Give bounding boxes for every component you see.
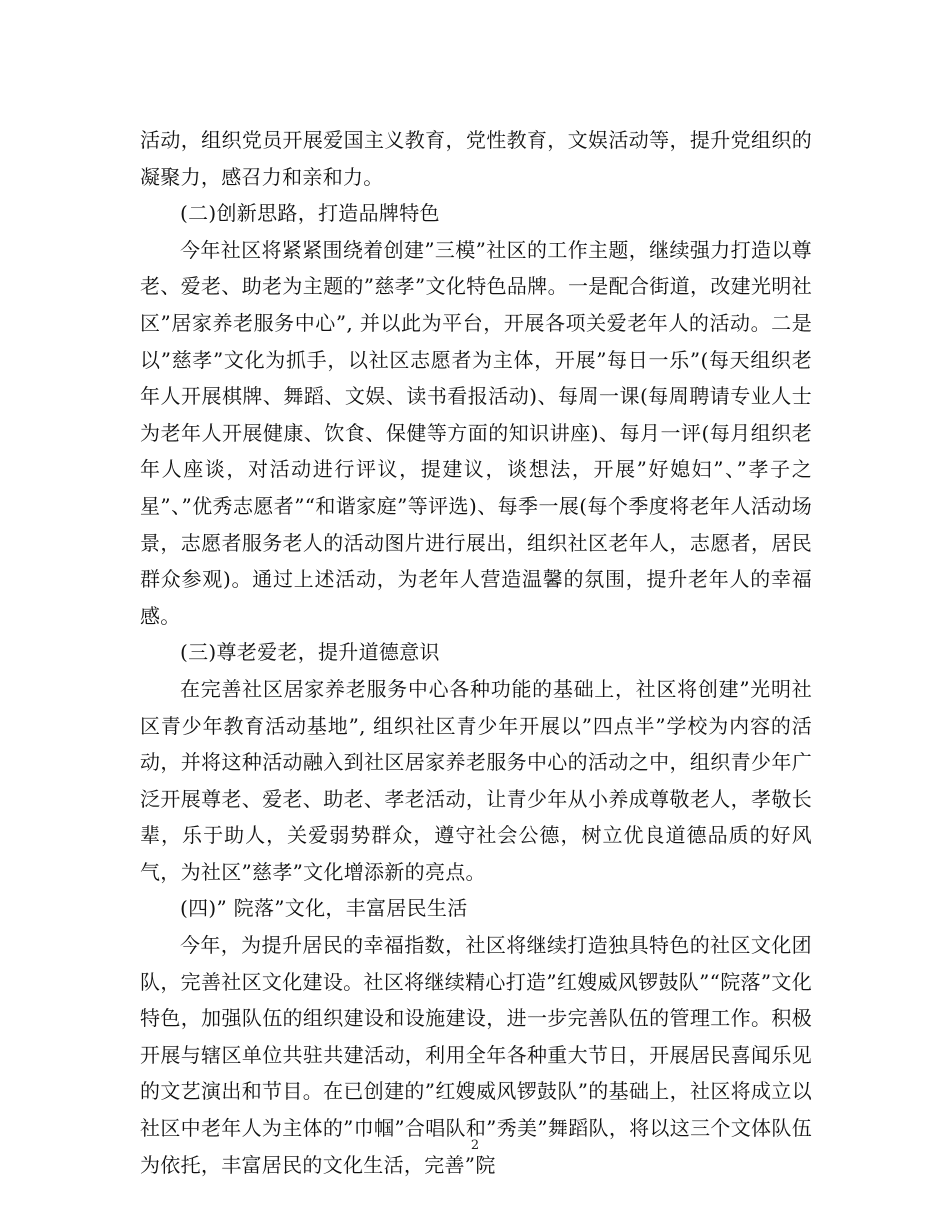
paragraph-cixiao-brand: 今年社区将紧紧围绕着创建”三模”社区的工作主题，继续强力打造以尊老、爱老、助老为主题的”慈孝”文化特色品牌。一是配合街道，改建光明社区”居家养老服务中心”, 并以此为平台，开展各项关爱老年人的活动。二是以”慈孝”文化为抓手，以社区志愿者为主体，开展”每日一乐”(每天组织老年人开展棋牌、舞蹈、文娱、读书看报活动)、每周一课(每周聘请专业人士为老年人开展健康、饮食、保健等方面的知识讲座)、每月一评(每月组织老年人座谈，对活动进行评议，提建议，谈想法，开展”好媳妇”、”孝子之星”、”优秀志愿者”“和谐家庭”等评选)、每季一展(每个季度将老年人活动场景，志愿者服务老人的活动图片进行展出，组织社区老年人，志愿者，居民群众参观)。通过上述活动，为老年人营造温馨的氛围，提升老年人的幸福感。	[140, 237, 812, 628]
document-body	[140, 122, 812, 1183]
paragraph-courtyard-culture: 今年，为提升居民的幸福指数，社区将继续打造独具特色的社区文化团队，完善社区文化建设。社区将继续精心打造”红嫂威风锣鼓队”“院落”文化特色，加强队伍的组织建设和设施建设，进一步完善队伍的管理工作。积极开展与辖区单位共驻共建活动，利用全年各种重大节日，开展居民喜闻乐见的文艺演出和节目。在已创建的”红嫂威风锣鼓队”的基础上，社区将成立以社区中老年人为主体的”巾帼”合唱队和”秀美”舞蹈队，将以这三个文体队伍为依托，丰富居民的文化生活，完善”院	[140, 933, 812, 1177]
section-heading-2: (二)创新思路，打造品牌特色	[180, 201, 440, 226]
section-heading-4: (四)” 院落”文化，丰富居民生活	[180, 896, 468, 921]
paragraph-continuation: 活动，组织党员开展爱国主义教育，党性教育，文娱活动等，提升党组织的凝聚力，感召力和亲和力。	[140, 128, 812, 189]
paragraph-youth-education: 在完善社区居家养老服务中心各种功能的基础上，社区将创建”光明社区青少年教育活动基地”, 组织社区青少年开展以”四点半”学校为内容的活动，并将这种活动融入到社区居家养老服务中心的活动之中，组织青少年广泛开展尊老、爱老、助老、孝老活动，让青少年从小养成尊敬老人，孝敬长辈，乐于助人，关爱弱势群众，遵守社会公德，树立优良道德品质的好风气，为社区”慈孝”文化增添新的亮点。	[140, 676, 812, 884]
page-number: 2	[470, 1138, 480, 1153]
section-heading-3: (三)尊老爱老，提升道德意识	[180, 640, 440, 665]
